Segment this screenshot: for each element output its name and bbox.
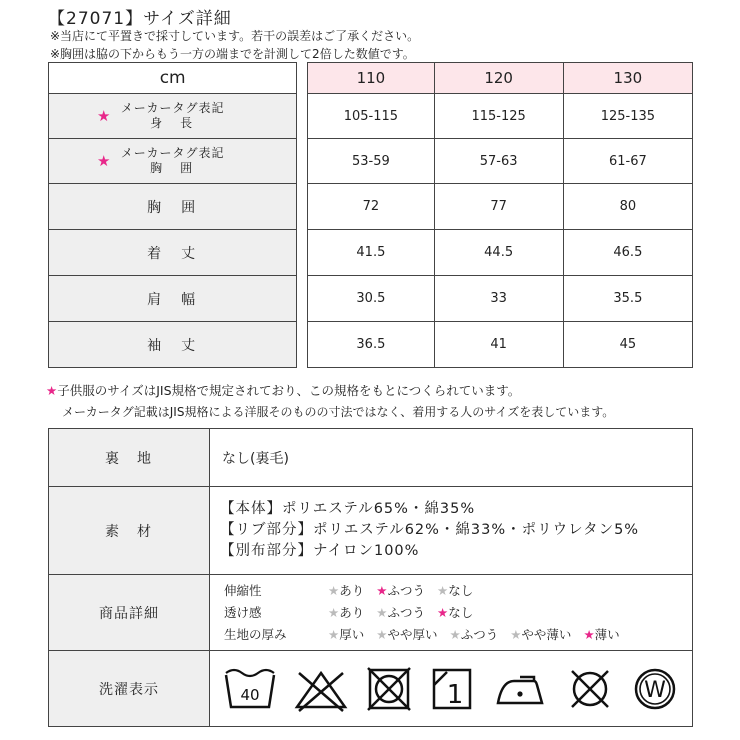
detail-option: ★あり: [328, 582, 365, 598]
material-label: 素 材: [49, 487, 210, 575]
svg-text:1: 1: [446, 679, 464, 710]
row-label: 肩 幅: [49, 276, 297, 322]
detail-option: ★ふつう: [376, 604, 425, 620]
unselected-star-icon: ★: [328, 582, 340, 598]
no-dry-clean-icon: [565, 665, 615, 713]
detail-option: ★ふつう: [376, 582, 425, 598]
table-row: [49, 487, 693, 575]
size-table: [48, 62, 693, 368]
detail-option: ★やや薄い: [510, 626, 572, 642]
lining-value: なし(裏毛): [210, 429, 693, 487]
unselected-star-icon: ★: [376, 604, 388, 620]
wash-symbols: [210, 651, 693, 727]
row-label: ★ メーカータグ表記 胸 囲: [49, 139, 297, 184]
note-line: ※胸囲は脇の下からもう一方の端までを計測して2倍した数値です。: [50, 47, 415, 61]
table-row: ★ メーカータグ表記 身 長 105-115 115-125 125-135: [49, 94, 693, 139]
wash-label: 洗濯表示: [49, 651, 210, 727]
table-row: ★ メーカータグ表記 胸 囲 53-59 57-63 61-67: [49, 139, 693, 184]
row-label: 袖 丈: [49, 322, 297, 368]
iron-low-icon: [490, 665, 550, 713]
table-row: 肩 幅 30.5 33 35.5: [49, 276, 693, 322]
table-row: 着 丈 41.5 44.5 46.5: [49, 230, 693, 276]
detail-option: ★やや厚い: [376, 626, 438, 642]
table-row: [49, 575, 693, 651]
detail-option: ★薄い: [583, 626, 620, 642]
svg-text:W: W: [644, 677, 666, 703]
table-row: [49, 651, 693, 727]
table-row: [49, 429, 693, 487]
unit-cell: cm: [49, 63, 297, 94]
unselected-star-icon: ★: [510, 626, 522, 642]
product-info-table: [48, 428, 693, 727]
page-title: 【27071】サイズ詳細: [48, 9, 232, 29]
detail-option: ★なし: [436, 582, 474, 598]
detail-option: ★ふつう: [449, 626, 499, 642]
detail-stretch: 伸縮性 ★あり ★ふつう ★なし: [224, 582, 474, 598]
unselected-star-icon: ★: [328, 626, 340, 642]
star-icon: ★: [46, 383, 58, 398]
no-bleach-icon: [293, 665, 349, 713]
note-line: ※当店にて平置きで採寸しています。若干の誤差はご了承ください。: [50, 29, 420, 43]
unselected-star-icon: ★: [328, 604, 340, 620]
row-label: ★ メーカータグ表記 身 長: [49, 94, 297, 139]
lining-label: 裏 地: [49, 429, 210, 487]
detail-sheer: 透け感 ★あり ★ふつう ★なし: [224, 604, 474, 620]
table-row: 胸 囲 72 77 80: [49, 184, 693, 230]
table-row: 袖 丈 36.5 41 45: [49, 322, 693, 368]
detail-option: ★厚い: [328, 626, 365, 642]
size-110: 110: [308, 63, 434, 94]
no-tumble-dry-icon: [364, 665, 414, 713]
svg-text:40: 40: [240, 685, 260, 704]
detail-thickness: 生地の厚み ★厚い ★やや厚い ★ふつう ★やや薄い ★薄い: [224, 626, 620, 642]
selected-star-icon: ★: [436, 604, 449, 620]
wet-clean-icon: [630, 665, 680, 713]
selected-star-icon: ★: [583, 626, 595, 642]
selected-star-icon: ★: [376, 582, 388, 598]
unselected-star-icon: ★: [449, 626, 461, 642]
size-120: 120: [434, 63, 563, 94]
size-130: 130: [563, 63, 692, 94]
unselected-star-icon: ★: [376, 626, 388, 642]
material-list: 【本体】ポリエステル65%・綿35% 【リブ部分】ポリエステル62%・綿33%・ポリウレタン5% 【別布部分】ナイロン100%: [210, 487, 693, 575]
size-header-row: [49, 63, 693, 94]
unselected-star-icon: ★: [436, 582, 449, 598]
footnote-1: ★子供服のサイズはJIS規格で規定されており、この規格をもとにつくられています。: [46, 383, 521, 398]
detail-option: ★なし: [436, 604, 474, 620]
line-dry-icon: [429, 665, 475, 713]
detail-list: [210, 575, 693, 651]
detail-label: 商品詳細: [49, 575, 210, 651]
row-label: 着 丈: [49, 230, 297, 276]
row-label: 胸 囲: [49, 184, 297, 230]
star-icon: ★: [97, 107, 114, 125]
wash-40-icon: [222, 665, 278, 713]
detail-option: ★あり: [328, 604, 365, 620]
footnote-2: メーカータグ記載はJIS規格による洋服そのものの寸法ではなく、着用する人のサイズを表しています。: [62, 405, 615, 419]
star-icon: ★: [97, 152, 114, 170]
